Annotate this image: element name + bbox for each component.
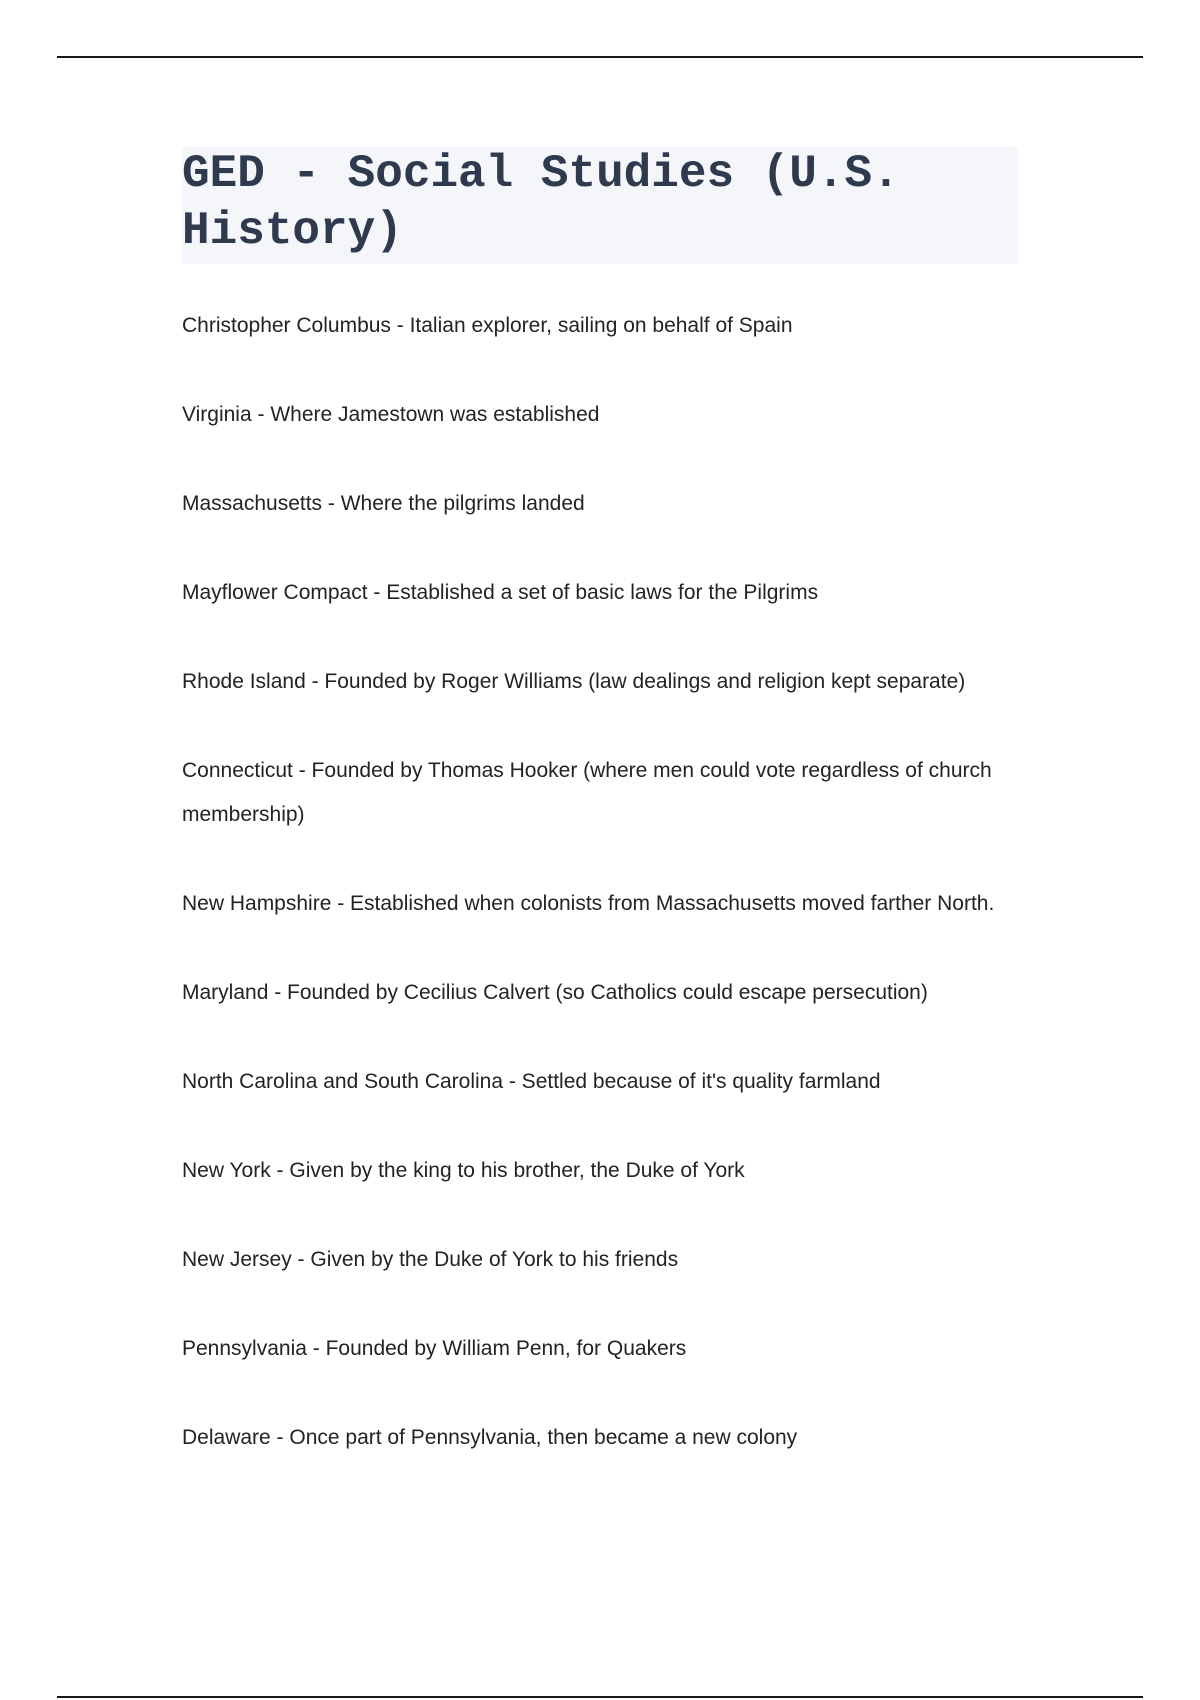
flashcard-list (182, 304, 1022, 1460)
list-item-columbus: Christopher Columbus - Italian explorer, sailing on behalf of Spain (182, 314, 793, 337)
title-block (182, 146, 1018, 264)
list-item-pennsylvania: Pennsylvania - Founded by William Penn, for Quakers (182, 1337, 687, 1360)
list-item-maryland: Maryland - Founded by Cecilius Calvert (so Catholics could escape persecution) (182, 981, 928, 1004)
list-item-new-hampshire: New Hampshire - Established when colonists from Massachusetts moved farther North. (182, 892, 995, 915)
list-item-rhode-island: Rhode Island - Founded by Roger Williams (law dealings and religion kept separate) (182, 670, 966, 693)
list-item-mayflower-compact: Mayflower Compact - Established a set of basic laws for the Pilgrims (182, 581, 819, 604)
list-item-delaware: Delaware - Once part of Pennsylvania, then became a new colony (182, 1426, 798, 1449)
top-divider (57, 56, 1143, 58)
list-item-massachusetts: Massachusetts - Where the pilgrims landed (182, 492, 585, 515)
list-item-carolinas: North Carolina and South Carolina - Settled because of it's quality farmland (182, 1070, 881, 1093)
bottom-divider (57, 1696, 1143, 1698)
list-item-new-jersey: New Jersey - Given by the Duke of York to his friends (182, 1248, 679, 1271)
list-item-new-york: New York - Given by the king to his brother, the Duke of York (182, 1159, 745, 1182)
list-item-virginia: Virginia - Where Jamestown was established (182, 403, 600, 426)
list-item-connecticut: Connecticut - Founded by Thomas Hooker (where men could vote regardless of church membership) (182, 759, 992, 826)
document-page (182, 146, 1022, 1505)
page-title: GED - Social Studies (U.S. History) (182, 148, 900, 257)
